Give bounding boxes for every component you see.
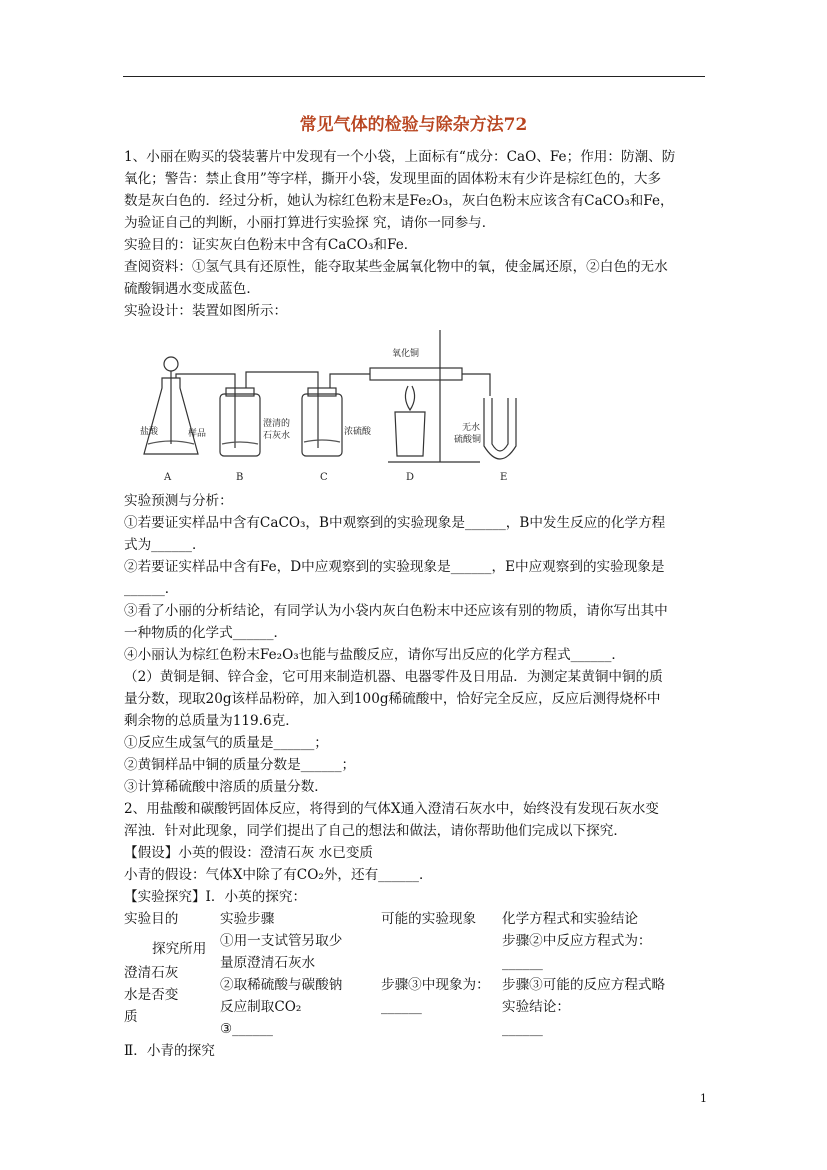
text-line: 数是灰白色的．经过分析，她认为棕红色粉末是Fe₂O₃，灰白色粉末应该含有CaCO₃和Fe， [124,193,674,209]
text-line: 小青的假设：气体X中除了有CO₂外，还有______． [124,867,433,883]
table-header: 可能的实验现象 [381,911,477,927]
text-line: 量分数，现取20g该样品粉碎，加入到100g稀硫酸中，恰好完全反应，反应后测得烧杯中 [124,691,661,707]
apparatus-figure [140,326,535,486]
table-cell: 步骤③中现象为： [381,977,490,993]
text-line: ______． [124,581,179,597]
text-line: ③看了小丽的分析结论，有同学认为小袋内灰白色粉末中还应该有别的物质，请你写出其中 [124,603,668,619]
text-line: 一种物质的化学式______． [124,625,288,641]
text-line: 查阅资料：①氢气具有还原性，能夺取某些金属氧化物中的氧，使金属还原，②白色的无水 [124,259,668,275]
label-h2so4: 浓硫酸 [344,427,372,437]
table-cell: 实验结论： [502,999,570,1015]
table-cell: 量原澄清石灰水 [220,955,316,971]
text-line: 为验证自己的判断，小丽打算进行实验探 究，请你一同参与． [124,215,496,231]
table-cell: 水是否变 [124,987,179,1003]
label-cuso4-2: 硫酸铜 [454,435,482,445]
text-line: 浑浊．针对此现象，同学们提出了自己的想法和做法，请你帮助他们完成以下探究． [124,823,627,839]
text-line: （2）黄铜是铜、锌合金，它可用来制造机器、电器零件及日用品．为测定某黄铜中铜的质 [124,669,663,685]
text-line: 2、用盐酸和碳酸钙固体反应，将得到的气体X通入澄清石灰水中，始终没有发现石灰水变 [124,801,659,817]
table-cell: 反应制取CO₂ [220,999,302,1015]
text-line: 实验目的：证实灰白色粉末中含有CaCO₃和Fe． [124,237,418,253]
text-line: Ⅱ．小青的探究 [124,1043,215,1059]
table-header: 化学方程式和实验结论 [502,911,638,927]
text-line: ①若要证实样品中含有CaCO₃，B中观察到的实验现象是______，B中发生反应的化学方程 [124,515,666,531]
table-cell: ②取稀硫酸与碳酸钠 [220,977,343,993]
table-cell: ______ [502,1021,543,1037]
letter-d: D [406,472,415,483]
text-line: 剩余物的总质量为119.6克． [124,713,299,729]
label-hcl: 盐酸 [140,427,159,437]
table-cell: ______ [502,955,543,971]
label-sample: 样品 [188,429,207,439]
table-header: 实验目的 [124,911,179,927]
label-limewater-2: 石灰水 [263,431,291,441]
text-line: 氧化；警告：禁止食用”等字样，撕开小袋，发现里面的固体粉末有少许是棕红色的，大多 [124,171,662,187]
letter-c: C [320,472,328,483]
tube-d-icon [370,368,462,380]
letter-a: A [164,472,172,483]
text-line: ④小丽认为棕红色粉末Fe₂O₃也能与盐酸反应，请你写出反应的化学方程式______． [124,647,625,663]
funnel-bulb-icon [164,357,178,371]
label-cuo: 氧化铜 [392,349,420,359]
table-cell: 质 [124,1009,138,1025]
letter-e: E [500,472,508,483]
table-cell: 步骤②中反应方程式为： [502,933,652,949]
table-cell: ______ [381,999,422,1015]
table-header: 实验步骤 [220,911,275,927]
text-line: 硫酸铜遇水变成蓝色． [124,281,260,297]
text-line: 式为______． [124,537,206,553]
letter-b: B [236,472,244,483]
text-line: 【假设】小英的假设：澄清石灰 水已变质 [124,845,374,861]
bottle-b-icon [220,394,260,456]
u-tube-icon [484,398,516,459]
label-cuso4: 无水 [462,423,481,433]
table-cell: 澄清石灰 [124,965,179,981]
bottle-c-icon [302,394,342,456]
text-line: 【实验探究】Ⅰ．小英的探究： [124,889,307,905]
table-cell: 步骤③可能的反应方程式略 [502,977,666,993]
table-cell: ③______ [220,1021,273,1037]
table-cell: ①用一支试管另取少 [220,933,343,949]
lamp-icon [395,412,425,456]
text-line: ①反应生成氢气的质量是______； [124,735,328,751]
page-title: 常见气体的检验与除杂方法72 [299,115,528,135]
header-rule [123,76,705,77]
text-line: 1、小丽在购买的袋装薯片中发现有一个小袋，上面标有“成分：CaO、Fe；作用：防潮、防 [124,149,676,165]
text-line: ②若要证实样品中含有Fe，D中应观察到的实验现象是______，E中应观察到的实验现象是 [124,559,665,575]
text-line: ②黄铜样品中铜的质量分数是______； [124,757,356,773]
text-line: ③计算稀硫酸中溶质的质量分数． [124,779,328,795]
label-limewater: 澄清的 [263,419,291,429]
text-line: 实验预测与分析： [124,493,233,509]
page-number: 1 [700,1092,707,1105]
text-line: 实验设计：装置如图所示： [124,303,288,319]
table-cell: 探究所用 [152,941,207,957]
